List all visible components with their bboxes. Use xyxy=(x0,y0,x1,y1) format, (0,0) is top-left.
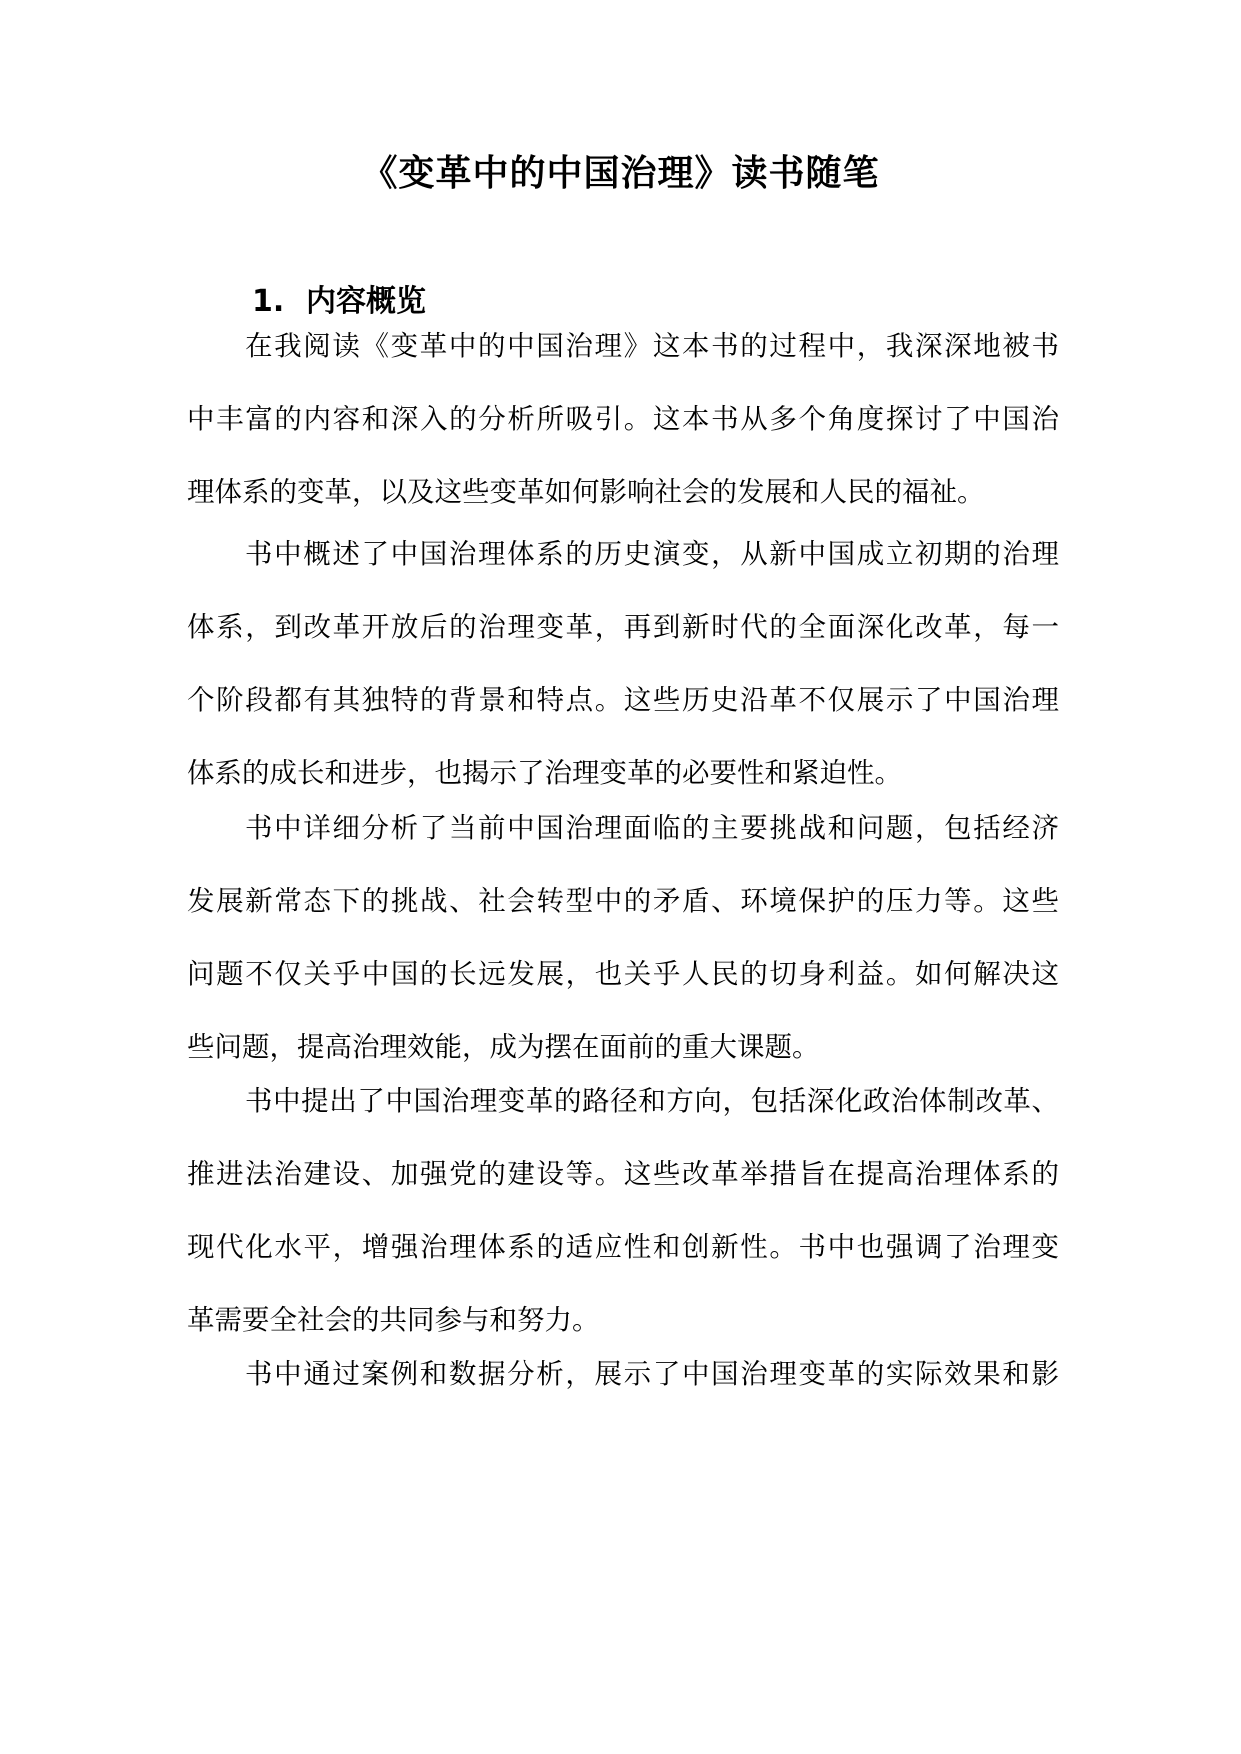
paragraph-line: 现代化水平，增强治理体系的适应性和创新性。书中也强调了治理变 xyxy=(187,1231,1059,1263)
paragraph-line: 推进法治建设、加强党的建设等。这些改革举措旨在提高治理体系的 xyxy=(187,1158,1059,1190)
section-title: 内容概览 xyxy=(306,284,426,319)
paragraph-line: 发展新常态下的挑战、社会转型中的矛盾、环境保护的压力等。这些 xyxy=(187,885,1059,917)
paragraph-line: 理体系的变革，以及这些变革如何影响社会的发展和人民的福祉。 xyxy=(187,476,985,508)
paragraph-line: 在我阅读《变革中的中国治理》这本书的过程中，我深深地被书 xyxy=(245,330,1059,362)
paragraph-line: 个阶段都有其独特的背景和特点。这些历史沿革不仅展示了中国治理 xyxy=(187,684,1059,716)
paragraph-3 xyxy=(187,792,1059,1084)
paragraph-line: 体系，到改革开放后的治理变革，再到新时代的全面深化改革，每一 xyxy=(187,611,1059,643)
paragraph-line: 书中通过案例和数据分析，展示了中国治理变革的实际效果和影 xyxy=(245,1358,1059,1390)
paragraph-line: 书中详细分析了当前中国治理面临的主要挑战和问题，包括经济 xyxy=(245,812,1059,844)
paragraph-1 xyxy=(187,310,1059,529)
section-number: 1. xyxy=(252,284,285,319)
paragraph-line: 中丰富的内容和深入的分析所吸引。这本书从多个角度探讨了中国治 xyxy=(187,403,1059,435)
paragraph-line: 书中概述了中国治理体系的历史演变，从新中国成立初期的治理 xyxy=(245,538,1059,570)
paragraph-line: 问题不仅关乎中国的长远发展，也关乎人民的切身利益。如何解决这 xyxy=(187,958,1059,990)
paragraph-line: 些问题，提高治理效能，成为摆在面前的重大课题。 xyxy=(187,1031,820,1063)
document-title: 《变革中的中国治理》读书随笔 xyxy=(361,153,880,194)
paragraph-5 xyxy=(187,1338,1059,1411)
paragraph-line: 书中提出了中国治理变革的路径和方向，包括深化政治体制改革、 xyxy=(245,1085,1059,1117)
paragraph-4 xyxy=(187,1065,1059,1357)
paragraph-2 xyxy=(187,518,1059,810)
paragraph-line: 体系的成长和进步，也揭示了治理变革的必要性和紧迫性。 xyxy=(187,757,902,789)
paragraph-line: 革需要全社会的共同参与和努力。 xyxy=(187,1304,600,1336)
